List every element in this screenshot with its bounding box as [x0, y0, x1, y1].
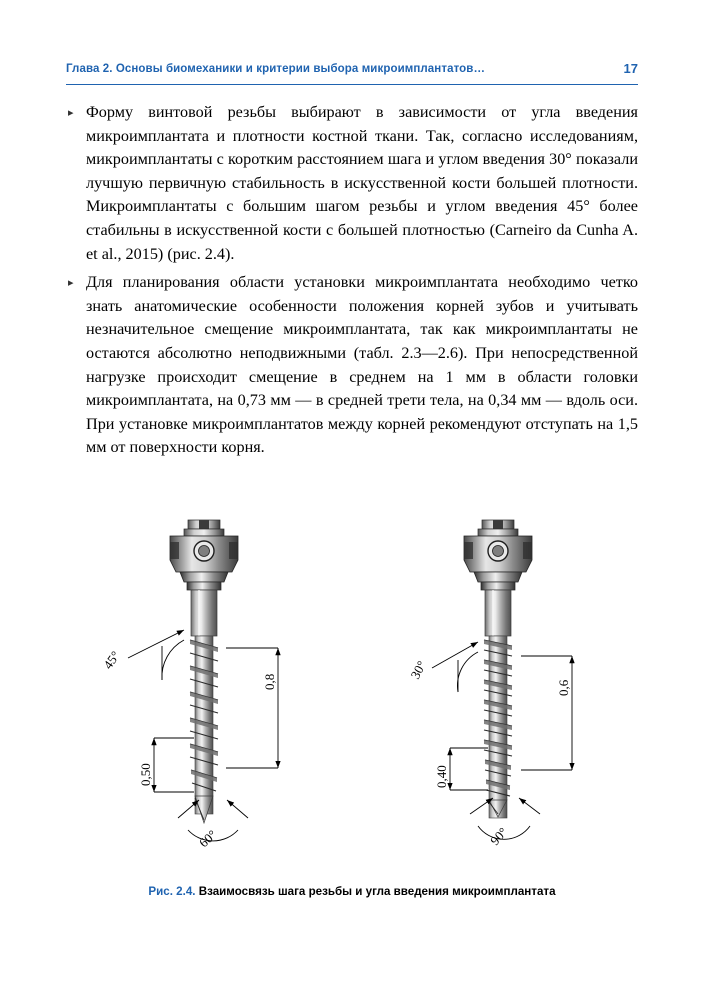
right-implant-illustration [407, 520, 572, 848]
right-pitch-label: 0,40 [434, 765, 449, 788]
implant-diagram [66, 500, 638, 890]
figure-caption-label: Рис. 2.4. [148, 885, 196, 898]
figure-2-4 [66, 500, 638, 890]
bullet-icon: ▸ [68, 107, 74, 119]
left-thread-angle-label: 45° [100, 648, 123, 672]
body-content [66, 101, 638, 465]
left-tip-angle-label: 60° [195, 826, 220, 851]
page-number: 17 [623, 61, 638, 76]
figure-caption-text: Взаимосвязь шага резьбы и угла введения микроимплантата [198, 885, 556, 898]
paragraph-1-text: Форму винтовой резьбы выбирают в зависимости от угла введения микроимплантата и плотности костной ткани. Так, согласно исследованиям, микроимплантаты с коротким расстоянием шага и углом введения 30° показали лучшую первичную стабильность в искусственной кости большей плотности. Микроимплантаты с большим шагом резьбы и углом введения 45° более стабильны в искусственной кости с большей плотностью (Carneiro da Cunha A. et al., 2015) (рис. 2.4). [86, 103, 638, 263]
paragraph-1 [66, 101, 638, 266]
left-implant-illustration [100, 520, 278, 850]
figure-caption [66, 884, 638, 900]
paragraph-2 [66, 271, 638, 460]
paragraph-2-text: Для планирования области установки микроимплантата необходимо четко знать анатомические особенности положения корней зубов и учитывать незначительное смещение микроимплантата, так как микроимплантаты не остаются абсолютно неподвижными (табл. 2.3—2.6). При непосредственной нагрузке происходит смещение в среднем на 1 мм в области головки микроимплантата, на 0,73 мм — в средней трети тела, на 0,34 мм — вдоль оси. При установке микроимплантатов между корней рекомендуют отступать на 1,5 мм от поверхности корня. [86, 273, 638, 457]
left-pitch-label: 0,50 [138, 763, 153, 786]
right-thread-angle-label: 30° [407, 658, 430, 682]
right-tip-angle-label: 90° [487, 824, 511, 849]
bullet-icon: ▸ [68, 277, 74, 290]
running-title: Глава 2. Основы биомеханики и критерии выбора микроимплантатов… [66, 63, 486, 75]
left-thread-height-label: 0,8 [262, 673, 277, 690]
page-header [66, 62, 638, 85]
right-thread-height-label: 0,6 [556, 679, 571, 696]
